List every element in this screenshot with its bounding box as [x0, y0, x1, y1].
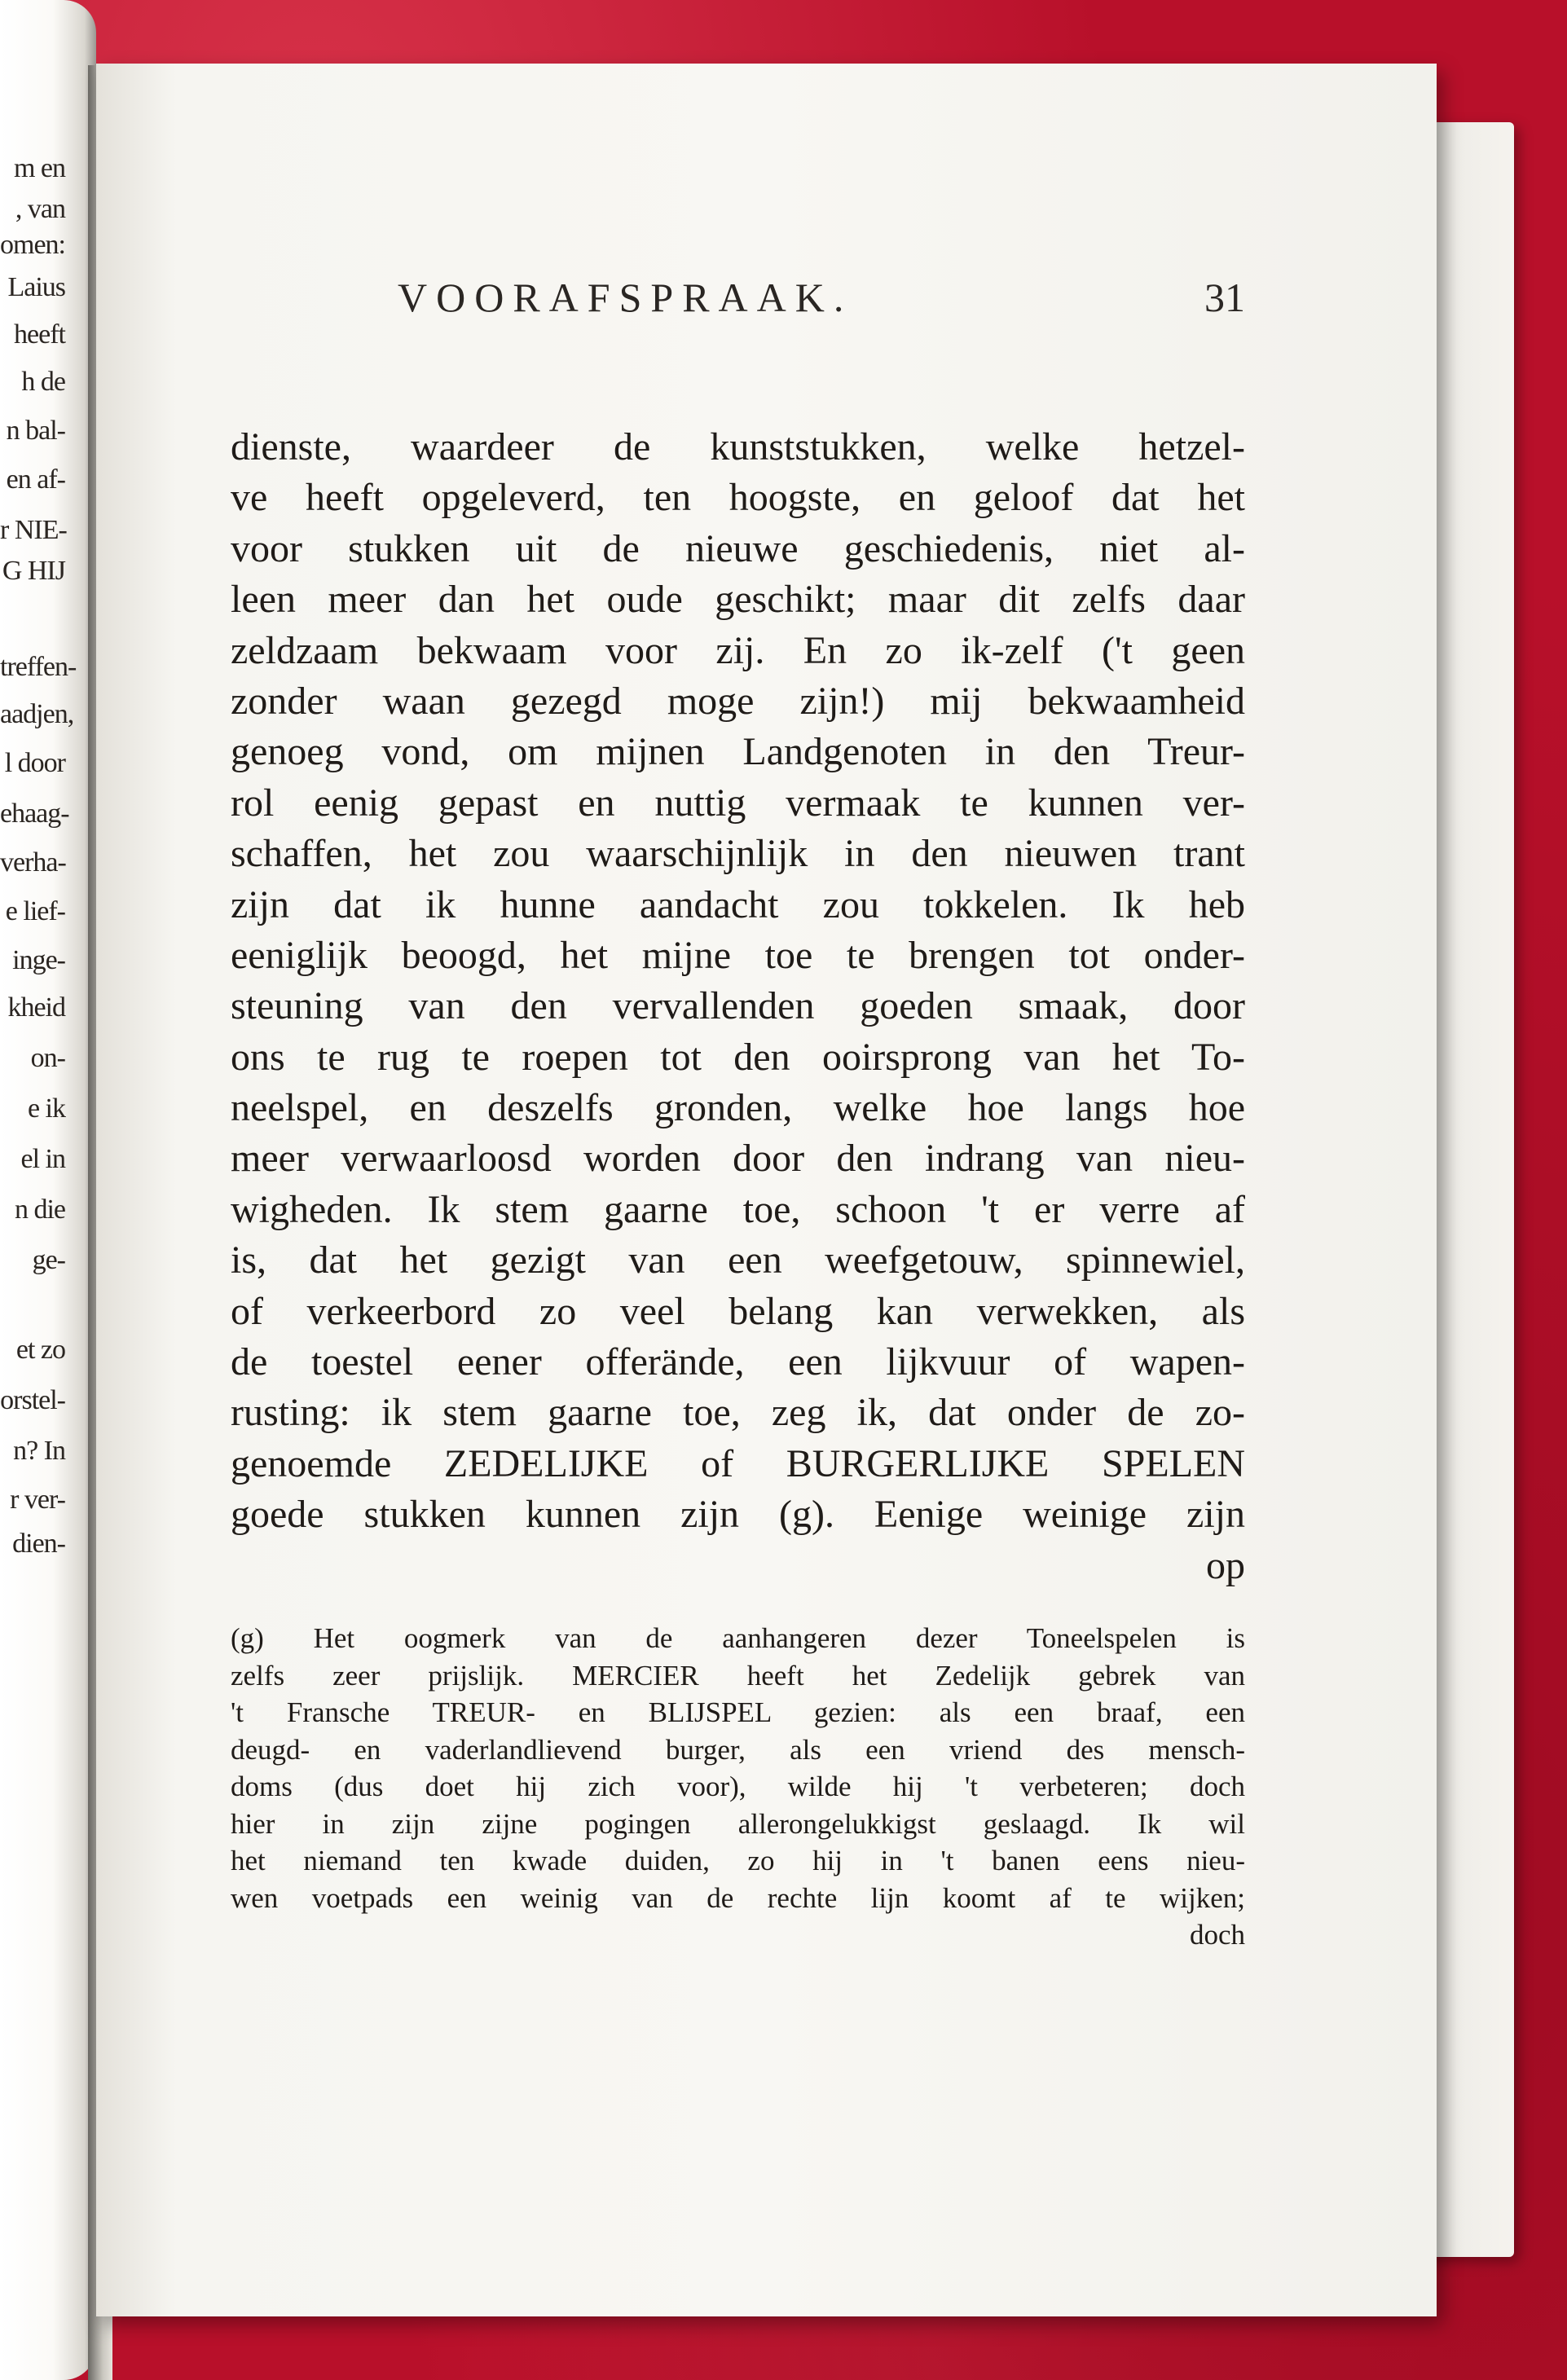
footnote-line: deugd- en vaderlandlievend burger, als een vriend des mensch-	[231, 1733, 1245, 1766]
footnote-line: wen voetpads een weinig van de rechte lijn koomt af te wijken;	[231, 1881, 1245, 1914]
left-page-fragment: verha-	[0, 847, 66, 878]
book-page	[96, 64, 1437, 2316]
footnote-line: het niemand ten kwade duiden, zo hij in 't banen eens nieu-	[231, 1845, 1245, 1876]
running-title: VOORAFSPRAAK.	[398, 275, 853, 320]
left-page-fragment: n bal-	[6, 416, 65, 446]
body-line: ons te rug te roepen tot den ooirsprong van het To-	[231, 1035, 1245, 1079]
left-page-fragment: G HIJ	[2, 556, 65, 586]
page-number: 31	[1204, 275, 1245, 320]
left-page-fragment: ehaag-	[0, 798, 69, 829]
body-line: dienste, waardeer de kunststukken, welke hetzel-	[231, 425, 1245, 469]
body-line: is, dat het gezigt van een weefgetouw, spinnewiel,	[231, 1238, 1245, 1282]
left-page-fragment: treffen-	[0, 652, 77, 682]
body-line: of verkeerbord zo veel belang kan verwekken, als	[231, 1289, 1245, 1333]
body-line: voor stukken uit de nieuwe geschiedenis, niet al-	[231, 526, 1245, 570]
left-page-fragment: orstel-	[0, 1385, 65, 1415]
body-line: de toestel eener offerände, een lijkvuur of wapen-	[231, 1340, 1245, 1384]
body-line: zonder waan gezegd moge zijn!) mij bekwaamheid	[231, 679, 1245, 723]
left-page-fragment: en af-	[6, 464, 65, 495]
left-page-fragment: h de	[21, 367, 65, 397]
left-page-fragment: e lief-	[5, 896, 65, 926]
left-page-fragment: ge-	[32, 1245, 65, 1275]
body-line: meer verwaarloosd worden door den indrang van nieu-	[231, 1137, 1245, 1181]
body-line: genoeg vond, om mijnen Landgenoten in den Treur-	[231, 730, 1245, 774]
left-page-fragment: kheid	[7, 992, 65, 1023]
catchword: op	[1206, 1543, 1245, 1587]
body-line: zijn dat ik hunne aandacht zou tokkelen. Ik heb	[231, 882, 1245, 926]
body-text	[231, 422, 1245, 1591]
footnote-line: hier in zijn zijne pogingen allerongelukkigst geslaagd. Ik wil	[231, 1807, 1245, 1840]
footnote-line: doms (dus doet hij zich voor), wilde hij 't verbeteren; doch	[231, 1771, 1245, 1802]
body-line: rusting: ik stem gaarne toe, zeg ik, dat onder de zo-	[231, 1391, 1245, 1435]
left-page-fragment: inge-	[12, 945, 65, 975]
footnote-line: 't Fransche TREUR- en BLIJSPEL gezien: als een braaf, een	[231, 1696, 1245, 1728]
left-page-fragment: n die	[14, 1194, 65, 1225]
left-page-fragment: heeft	[14, 319, 65, 350]
left-page-fragment: e ik	[27, 1093, 65, 1124]
body-line: leen meer dan het oude geschikt; maar dit zelfs daar	[231, 578, 1245, 622]
body-line: zeldzaam bekwaam voor zij. En zo ik-zelf ('t geen	[231, 628, 1245, 672]
body-line: schaffen, het zou waarschijnlijk in den nieuwen trant	[231, 832, 1245, 876]
footnote-line: zelfs zeer prijslijk. MERCIER heeft het Zedelijk gebrek van	[231, 1659, 1245, 1692]
left-page-fragment: dien-	[12, 1529, 65, 1559]
body-line: genoemde ZEDELIJKE of BURGERLIJKE SPELEN	[231, 1441, 1245, 1485]
left-page-fragment: n? In	[13, 1436, 65, 1466]
running-head	[398, 274, 1245, 347]
left-page-fragment: on-	[30, 1043, 65, 1073]
left-page-fragment: m en	[13, 153, 65, 183]
left-page-edge	[0, 0, 96, 2380]
footnote-catchword: doch	[1189, 1919, 1245, 1951]
body-line: rol eenig gepast en nuttig vermaak te kunnen ver-	[231, 781, 1245, 825]
left-page-fragment: Laius	[7, 272, 65, 302]
footnote	[231, 1620, 1245, 1954]
body-line: wigheden. Ik stem gaarne toe, schoon 't er verre af	[231, 1187, 1245, 1231]
body-line: steuning van den vervallenden goeden smaak, door	[231, 984, 1245, 1028]
footnote-line: (g) Het oogmerk van de aanhangeren dezer Toneelspelen is	[231, 1622, 1245, 1654]
left-page-fragment: r ver-	[10, 1485, 65, 1515]
body-line: eeniglijk beoogd, het mijne toe te brengen tot onder-	[231, 933, 1245, 977]
body-line: ve heeft opgeleverd, ten hoogste, en geloof dat het	[231, 476, 1245, 520]
left-page-fragment: el in	[20, 1144, 65, 1174]
body-line: neelspel, en deszelfs gronden, welke hoe langs hoe	[231, 1086, 1245, 1130]
left-page-fragment: , van	[15, 194, 65, 224]
left-page-fragment: omen:	[0, 230, 65, 260]
left-page-fragment: et zo	[15, 1335, 65, 1365]
left-page-fragment: l door	[4, 748, 65, 778]
left-page-fragment: aadjen,	[0, 699, 74, 729]
left-page-fragment: r NIE-	[0, 515, 67, 545]
body-line: goede stukken kunnen zijn (g). Eenige weinige zijn	[231, 1493, 1245, 1537]
